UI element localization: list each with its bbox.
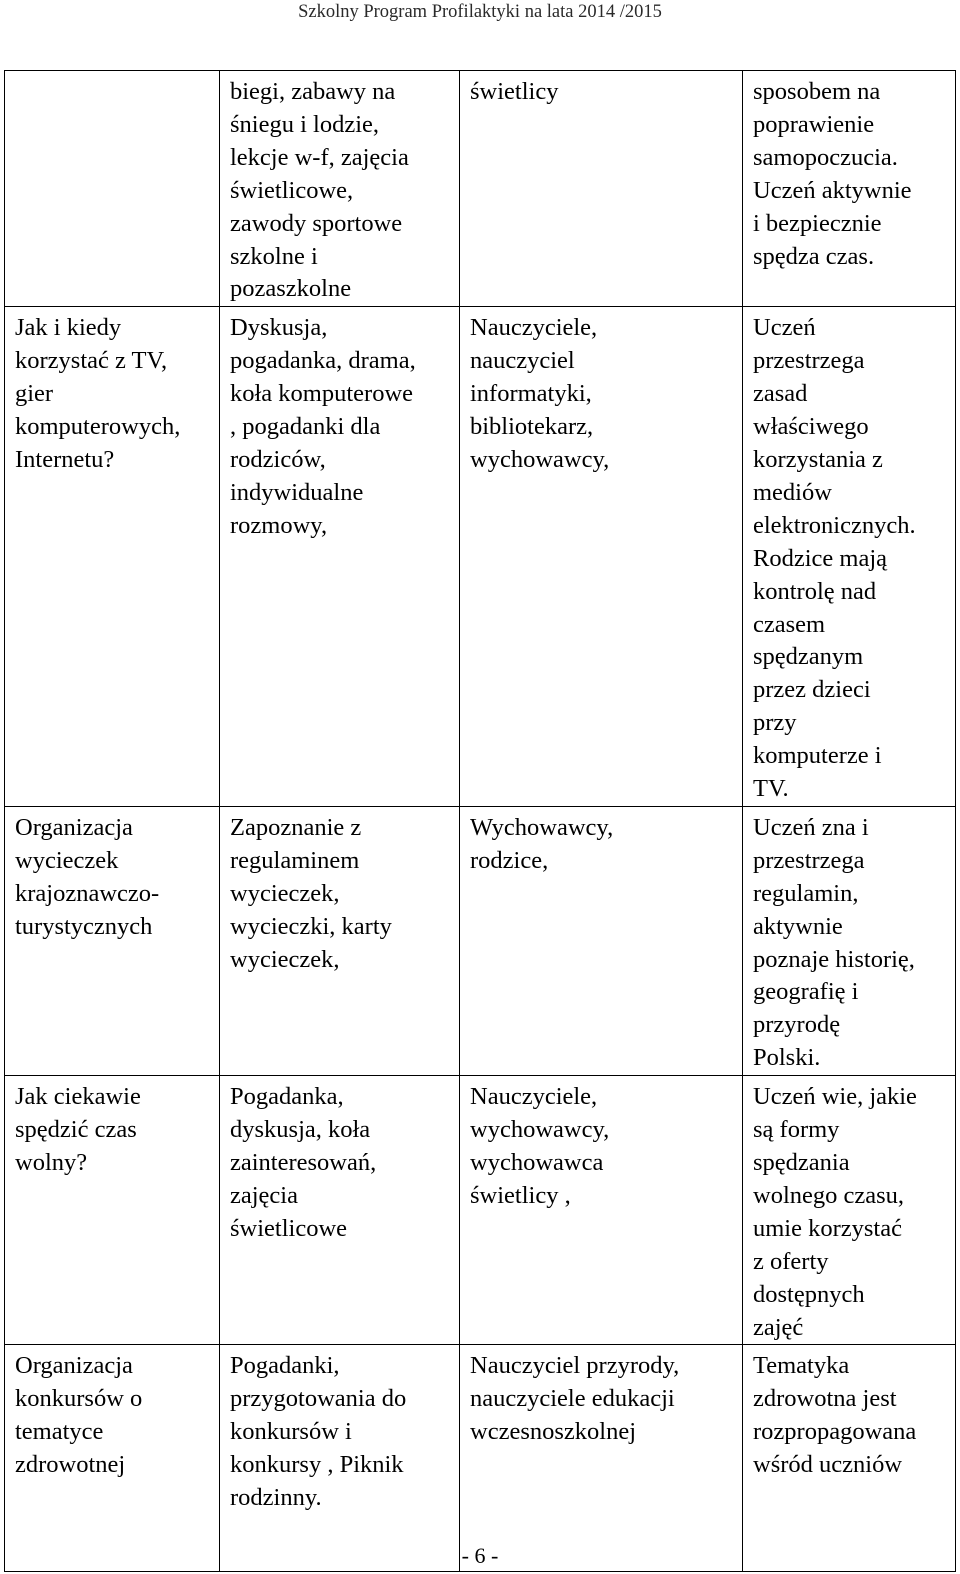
cell-line: , pogadanki dla	[230, 413, 381, 441]
cell-line: wycieczki, karty	[230, 912, 392, 940]
cell-line: wychowawcy,	[470, 445, 610, 473]
responsible-cell	[460, 1076, 743, 1345]
cell-line: Nauczyciele,	[470, 1083, 598, 1111]
cell-line: aktywnie	[753, 912, 843, 940]
cell-line: spędza czas.	[753, 242, 875, 270]
cell-line: wychowawcy,	[470, 1116, 610, 1144]
cell-line: zasad	[753, 380, 808, 408]
cell-line: Dyskusja,	[230, 314, 328, 342]
program-table	[4, 70, 956, 1572]
cell-line: gier	[15, 380, 54, 408]
cell-line: Uczeń	[753, 314, 816, 342]
page-number: - 6 -	[461, 1543, 499, 1568]
cell-line: Pogadanki,	[230, 1352, 340, 1380]
cell-line: tematyce	[15, 1418, 104, 1446]
cell-line: wśród uczniów	[753, 1451, 903, 1479]
cell-line: dyskusja, koła	[230, 1116, 371, 1144]
cell-line: komputerowych,	[15, 413, 181, 441]
cell-line: Polski.	[753, 1044, 821, 1072]
cell-line: indywidualne	[230, 478, 364, 506]
cell-line: i bezpiecznie	[753, 209, 882, 237]
cell-line: świetlicowe	[230, 1214, 348, 1242]
cell-line: wycieczek	[15, 846, 119, 874]
topic-cell	[5, 307, 220, 807]
cell-line: rodziców,	[230, 445, 326, 473]
cell-line: Pogadanka,	[230, 1083, 344, 1111]
cell-line: krajoznawczo-	[15, 879, 160, 907]
cell-line: dostępnych	[753, 1280, 865, 1308]
topic-cell	[5, 1076, 220, 1345]
cell-line: korzystać z TV,	[15, 347, 168, 375]
cell-line: pogadanka, drama,	[230, 347, 416, 375]
cell-line: wychowawca	[470, 1149, 604, 1176]
cell-line: biegi, zabawy na	[230, 78, 396, 105]
cell-line: konkursów o	[15, 1385, 143, 1413]
cell-line: przez dzieci	[753, 676, 871, 704]
cell-line: Uczeń wie, jakie	[753, 1083, 917, 1111]
cell-line: zdrowotnej	[15, 1451, 126, 1479]
cell-line: poprawienie	[753, 110, 875, 138]
methods-cell	[220, 1076, 460, 1345]
cell-line: wolnego czasu,	[753, 1181, 905, 1209]
cell-line: zainteresowań,	[230, 1149, 377, 1176]
topic-cell	[5, 806, 220, 1075]
responsible-cell	[460, 806, 743, 1075]
cell-line: bibliotekarz,	[470, 413, 594, 441]
cell-line: Jak ciekawie	[15, 1083, 141, 1111]
table-row	[5, 307, 956, 807]
cell-line: przestrzega	[753, 347, 865, 375]
cell-line: Organizacja	[15, 1352, 133, 1380]
cell-line: są formy	[753, 1116, 840, 1144]
responsible-cell	[460, 307, 743, 807]
cell-line: świetlicy ,	[470, 1181, 571, 1209]
cell-line: TV.	[753, 775, 789, 803]
cell-line: samopoczucia.	[753, 143, 898, 171]
cell-line: komputerze i	[753, 742, 882, 770]
cell-line: turystycznych	[15, 912, 153, 940]
cell-line: zawody sportowe	[230, 209, 403, 237]
methods-cell	[220, 1345, 460, 1572]
table-body	[5, 71, 956, 1572]
cell-line: Rodzice mają	[753, 544, 888, 572]
cell-line: przygotowania do	[230, 1385, 407, 1413]
running-header: Szkolny Program Profilaktyki na lata 2014 /2015	[298, 2, 662, 22]
cell-line: Jak i kiedy	[15, 314, 122, 342]
outcomes-cell	[743, 71, 956, 307]
cell-line: umie korzystać	[753, 1214, 902, 1242]
cell-line: przy	[753, 709, 797, 737]
cell-line: Uczeń zna i	[753, 813, 869, 841]
cell-line: Wychowawcy,	[470, 813, 614, 841]
cell-line: przyrodę	[753, 1011, 841, 1039]
cell-line: Organizacja	[15, 813, 133, 841]
cell-line: rozmowy,	[230, 511, 328, 539]
cell-line: wczesnoszkolnej	[470, 1418, 636, 1446]
cell-line: czasem	[753, 610, 826, 638]
cell-line: rodzice,	[470, 846, 549, 874]
outcomes-cell	[743, 806, 956, 1075]
cell-line: nauczyciele edukacji	[470, 1385, 675, 1413]
cell-line: wycieczek,	[230, 879, 340, 907]
cell-line: śniegu i lodzie,	[230, 110, 380, 138]
outcomes-cell	[743, 1345, 956, 1572]
outcomes-cell	[743, 1076, 956, 1345]
cell-line: nauczyciel	[470, 347, 575, 375]
cell-line: Internetu?	[15, 445, 115, 473]
cell-line: spędzić czas	[15, 1116, 137, 1144]
topic-cell	[5, 71, 220, 307]
cell-line: regulaminem	[230, 846, 360, 874]
responsible-cell	[460, 1345, 743, 1572]
cell-line: regulamin,	[753, 879, 859, 907]
cell-line: rodzinny.	[230, 1484, 322, 1512]
cell-line: spędzanym	[753, 643, 864, 671]
cell-line: szkolne i	[230, 242, 318, 270]
cell-line: zdrowotna jest	[753, 1385, 897, 1413]
cell-line: Uczeń aktywnie	[753, 176, 912, 204]
cell-line: kontrolę nad	[753, 577, 877, 605]
table-row	[5, 71, 956, 307]
cell-line: wolny?	[15, 1149, 88, 1176]
cell-line: korzystania z	[753, 445, 883, 473]
cell-line: koła komputerowe	[230, 380, 414, 408]
table-row	[5, 1076, 956, 1345]
cell-line: spędzania	[753, 1149, 850, 1176]
cell-line: zajęć	[753, 1313, 804, 1341]
methods-cell	[220, 806, 460, 1075]
cell-line: Zapoznanie z	[230, 813, 362, 841]
cell-line: pozaszkolne	[230, 275, 352, 303]
table-row	[5, 1345, 956, 1572]
cell-line: Nauczyciele,	[470, 314, 598, 342]
cell-line: elektronicznych.	[753, 511, 916, 539]
cell-line: informatyki,	[470, 380, 592, 408]
cell-line: rozpropagowana	[753, 1418, 917, 1446]
cell-line: sposobem na	[753, 78, 881, 105]
cell-line: zajęcia	[230, 1181, 298, 1209]
responsible-cell	[460, 71, 743, 307]
methods-cell	[220, 307, 460, 807]
cell-line: poznaje historię,	[753, 945, 915, 973]
methods-cell	[220, 71, 460, 307]
cell-line: geografię i	[753, 978, 859, 1006]
cell-line: przestrzega	[753, 846, 865, 874]
topic-cell	[5, 1345, 220, 1572]
cell-line: świetlicowe,	[230, 176, 354, 204]
cell-line: mediów	[753, 478, 832, 506]
cell-line: konkursów i	[230, 1418, 352, 1446]
cell-line: świetlicy	[470, 78, 559, 105]
cell-line: konkursy , Piknik	[230, 1451, 404, 1479]
outcomes-cell	[743, 307, 956, 807]
cell-line: Nauczyciel przyrody,	[470, 1352, 680, 1380]
cell-line: właściwego	[753, 413, 869, 441]
cell-line: Tematyka	[753, 1352, 850, 1380]
cell-line: wycieczek,	[230, 945, 340, 973]
cell-line: z oferty	[753, 1247, 829, 1275]
cell-line: lekcje w-f, zajęcia	[230, 143, 409, 171]
table-row	[5, 806, 956, 1075]
